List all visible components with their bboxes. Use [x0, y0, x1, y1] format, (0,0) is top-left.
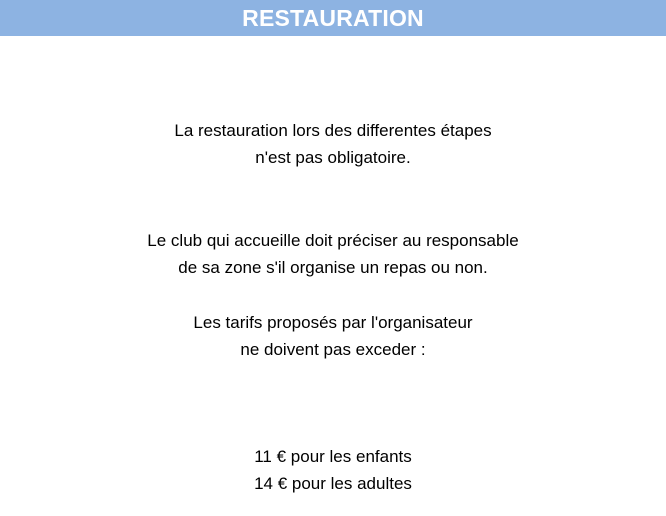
text-line: La restauration lors des differentes étapes — [174, 121, 492, 140]
text-line: Le club qui accueille doit préciser au responsable — [147, 231, 519, 250]
price-children: 11 € pour les enfants — [254, 447, 412, 466]
text-line: n'est pas obligatoire. — [255, 148, 411, 167]
host-club-paragraph — [0, 227, 666, 281]
header-banner — [0, 0, 666, 36]
price-adults: 14 € pour les adultes — [254, 474, 412, 493]
text-line: Les tarifs proposés par l'organisateur — [193, 313, 473, 332]
text-line: de sa zone s'il organise un repas ou non. — [178, 258, 488, 277]
price-list — [0, 443, 666, 497]
text-line: ne doivent pas exceder : — [240, 340, 426, 359]
intro-paragraph — [0, 117, 666, 171]
page-title: RESTAURATION — [242, 5, 424, 31]
pricing-rule-paragraph — [0, 309, 666, 363]
